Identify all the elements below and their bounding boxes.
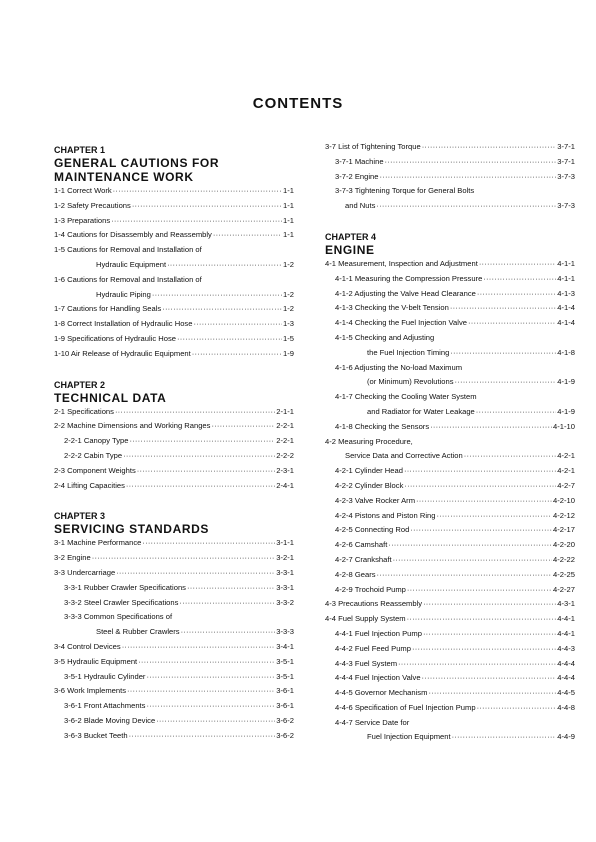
toc-entry: [325, 597, 575, 612]
dot-leader: [116, 566, 275, 581]
dot-leader: [468, 316, 556, 331]
toc-entry-page: 3-3-3: [276, 627, 294, 637]
toc-entry: [325, 730, 575, 745]
toc-entry-page: 3-7-3: [557, 171, 575, 181]
toc-right-column: [325, 140, 575, 745]
toc-entry-page: 4-4-1: [557, 628, 575, 638]
toc-entry-title: 3-6-3 Bucket Teeth: [64, 730, 128, 740]
dot-leader: [428, 686, 556, 701]
dot-leader: [167, 258, 282, 273]
toc-entry-page: 3-2-1: [276, 553, 294, 563]
toc-entry-title: 3-2 Engine: [54, 553, 91, 563]
toc-entry: [54, 625, 294, 640]
toc-entry-title: 1-2 Safety Precautions: [54, 200, 131, 210]
toc-entry-title: 4-4-2 Fuel Feed Pump: [335, 643, 411, 653]
toc-entry-page: 4-1-1: [557, 273, 575, 283]
toc-entry: [325, 479, 575, 494]
toc-entry: [325, 642, 575, 657]
toc-entry-title: 4-4 Fuel Supply System: [325, 614, 406, 624]
toc-entry-title: 2-2 Machine Dimensions and Working Ranges: [54, 421, 211, 431]
toc-entry-title: 4-4-3 Fuel System: [335, 658, 398, 668]
toc-entry: [325, 612, 575, 627]
toc-entry-title: 2-2-1 Canopy Type: [64, 436, 129, 446]
dot-leader: [423, 597, 556, 612]
dot-leader: [123, 449, 275, 464]
toc-entry: [54, 551, 294, 566]
toc-entry-page: 2-1-1: [276, 406, 294, 416]
dot-leader: [92, 551, 276, 566]
toc-entry: [54, 699, 294, 714]
toc-entry-title: Fuel Injection Equipment: [367, 732, 451, 742]
toc-entry-page: 2-2-2: [276, 450, 294, 460]
toc-entry-page: 4-1-4: [557, 303, 575, 313]
toc-entry: [325, 494, 575, 509]
dot-leader: [146, 670, 275, 685]
dot-leader: [407, 612, 557, 627]
dot-leader: [156, 714, 275, 729]
dot-leader: [162, 302, 282, 317]
dot-leader: [137, 464, 276, 479]
toc-entry-page: 1-3: [283, 319, 294, 329]
dot-leader: [152, 288, 282, 303]
toc-entry-title: 3-5 Hydraulic Equipment: [54, 656, 138, 666]
toc-entry-page: 1-9: [283, 348, 294, 358]
toc-entry-page: 1-5: [283, 333, 294, 343]
toc-entry-title: 1-10 Air Release of Hydraulic Equipment: [54, 348, 191, 358]
toc-entry-title: Service Data and Corrective Action: [345, 451, 463, 461]
toc-entry: [325, 686, 575, 701]
dot-leader: [177, 332, 282, 347]
toc-entry-page: 1-2: [283, 259, 294, 269]
toc-entry: [325, 464, 575, 479]
toc-entry: [325, 272, 575, 287]
toc-entry-title: 4-3 Precautions Reassembly: [325, 599, 423, 609]
dot-leader: [476, 405, 556, 420]
toc-entry: [54, 302, 294, 317]
toc-entry-title: 4-1-8 Checking the Sensors: [335, 421, 430, 431]
toc-entry-page: 3-7-1: [557, 142, 575, 151]
toc-entry-page: 4-1-4: [557, 318, 575, 328]
dot-leader: [129, 729, 276, 744]
dot-leader: [412, 642, 556, 657]
toc-entry-title: 1-9 Specifications of Hydraulic Hose: [54, 333, 176, 343]
toc-entry-title: 4-2-9 Trochoid Pump: [335, 584, 406, 594]
toc-entry-page: 3-6-2: [276, 730, 294, 740]
toc-entry: [54, 214, 294, 229]
dot-leader: [377, 568, 553, 583]
toc-entry-page: 3-3-2: [276, 597, 294, 607]
toc-entry-page: 4-1-8: [557, 347, 575, 357]
dot-leader: [179, 596, 275, 611]
toc-entry-title: 2-4 Lifting Capacities: [54, 480, 125, 490]
dot-leader: [376, 199, 556, 214]
toc-entry: [325, 257, 575, 272]
toc-entry-page: 4-2-1: [557, 451, 575, 461]
chapter-title: TECHNICAL DATA: [54, 390, 167, 405]
toc-entry-title: 3-3 Undercarriage: [54, 567, 116, 577]
chapter-title: MAINTENANCE WORK: [54, 170, 194, 184]
dot-leader: [393, 553, 552, 568]
toc-entry-heading: 4-4-7 Service Date for: [335, 717, 410, 727]
toc-entry: [325, 155, 575, 170]
toc-entry-title: 4-1-2 Adjusting the Valve Head Clearance: [335, 288, 476, 298]
toc-entry-page: 4-2-27: [553, 584, 575, 594]
dot-leader: [477, 287, 556, 302]
toc-left-column: [54, 140, 294, 744]
chapter-title: GENERAL CAUTIONS FOR: [54, 156, 220, 170]
toc-entry: [325, 509, 575, 524]
dot-leader: [138, 655, 275, 670]
dot-leader: [423, 627, 556, 642]
toc-entry: [54, 288, 294, 303]
toc-entry: [325, 553, 575, 568]
toc-entry: [54, 347, 294, 362]
chapter-label: CHAPTER 2: [54, 379, 106, 390]
dot-leader: [146, 699, 275, 714]
dot-leader: [452, 730, 557, 745]
toc-entry: [54, 464, 294, 479]
toc-entry: [54, 729, 294, 744]
toc-entry-title: 3-4 Control Devices: [54, 641, 121, 651]
toc-entry: [54, 434, 294, 449]
toc-entry-page: 4-4-9: [557, 732, 575, 742]
toc-entry: [325, 523, 575, 538]
dot-leader: [213, 228, 282, 243]
toc-entry-title: 4-1-1 Measuring the Compression Pressure: [335, 273, 483, 283]
toc-entry-title: 3-7 List of Tightening Torque: [325, 142, 421, 151]
toc-entry-page: 3-6-1: [276, 701, 294, 711]
toc-entry: [325, 199, 575, 214]
toc-entry-page: 4-4-5: [557, 688, 575, 698]
toc-entry-page: 4-4-4: [557, 673, 575, 683]
dot-leader: [407, 583, 552, 598]
toc-entry: [325, 405, 575, 420]
toc-entry-heading: 4-2 Measuring Procedure,: [325, 436, 413, 446]
dot-leader: [385, 155, 557, 170]
toc-entry-title: 1-8 Correct Installation of Hydraulic Hose: [54, 319, 193, 329]
toc-entry: [54, 258, 294, 273]
dot-leader: [483, 272, 556, 287]
toc-entry: [54, 581, 294, 596]
toc-entry-page: 3-1-1: [276, 538, 294, 548]
toc-entry-heading: 1-5 Cautions for Removal and Installation of: [54, 245, 202, 255]
toc-entry-title: 4-2-7 Crankshaft: [335, 554, 392, 564]
toc-entry: [54, 655, 294, 670]
toc-entry-heading: 3-3-3 Common Specifications of: [64, 612, 173, 622]
toc-entry: [325, 375, 575, 390]
toc-entry-page: 4-4-1: [557, 614, 575, 624]
toc-entry-page: 2-4-1: [276, 480, 294, 490]
toc-entry-page: 3-3-1: [276, 567, 294, 577]
dot-leader: [416, 494, 552, 509]
dot-leader: [379, 170, 556, 185]
toc-entry-page: 4-3-1: [557, 599, 575, 609]
toc-entry: [325, 657, 575, 672]
toc-entry-page: 4-2-10: [553, 495, 575, 505]
toc-entry-title: 3-6 Work Implements: [54, 686, 127, 696]
dot-leader: [450, 301, 556, 316]
dot-leader: [404, 464, 556, 479]
dot-leader: [113, 184, 282, 199]
toc-entry: [325, 568, 575, 583]
toc-entry-title: 4-2-3 Valve Rocker Arm: [335, 495, 416, 505]
toc-entry: [54, 714, 294, 729]
toc-entry: [54, 684, 294, 699]
toc-entry: [325, 627, 575, 642]
dot-leader: [422, 671, 557, 686]
dot-leader: [127, 684, 275, 699]
toc-entry: [325, 449, 575, 464]
toc-entry: [325, 170, 575, 185]
toc-entry-heading: 4-1-5 Checking and Adjusting: [335, 332, 435, 342]
toc-entry-title: 4-4-1 Fuel Injection Pump: [335, 628, 422, 638]
toc-entry-title: 1-7 Cautions for Handling Seals: [54, 304, 162, 314]
toc-entry-title: 3-7-1 Machine: [335, 156, 384, 166]
toc-entry: [325, 583, 575, 598]
toc-entry-title: 3-6-1 Front Attachments: [64, 701, 146, 711]
toc-entry-title: 4-1-4 Checking the Fuel Injection Valve: [335, 318, 467, 328]
toc-entry-title: 4-4-5 Governor Mechanism: [335, 688, 428, 698]
toc-entry-page: 4-1-9: [557, 377, 575, 387]
toc-entry-title: and Nuts: [345, 201, 376, 211]
toc-entry-page: 1-2: [283, 304, 294, 314]
toc-entry-page: 3-3-1: [276, 582, 294, 592]
toc-entry-title: 4-4-4 Fuel Injection Valve: [335, 673, 421, 683]
toc-entry: [325, 346, 575, 361]
toc-entry-title: 4-2-8 Gears: [335, 569, 376, 579]
toc-entry-title: 3-7-2 Engine: [335, 171, 379, 181]
toc-entry-page: 4-2-7: [557, 480, 575, 490]
chapter-label: CHAPTER 1: [54, 145, 106, 155]
toc-entry-title: (or Minimum) Revolutions: [367, 377, 454, 387]
toc-entry: [325, 701, 575, 716]
toc-entry-page: 4-1-3: [557, 288, 575, 298]
toc-entry-page: 4-1-10: [553, 421, 575, 431]
dot-leader: [115, 405, 275, 420]
dot-leader: [187, 581, 275, 596]
toc-entry: [54, 566, 294, 581]
toc-entry-page: 3-5-1: [276, 656, 294, 666]
toc-entry-page: 2-3-1: [276, 465, 294, 475]
toc-entry: [54, 419, 294, 434]
toc-entry: [54, 332, 294, 347]
toc-entry-title: the Fuel Injection Timing: [367, 347, 450, 357]
toc-entry-title: 4-2-5 Connecting Rod: [335, 525, 410, 535]
dot-leader: [181, 625, 276, 640]
dot-leader: [211, 419, 275, 434]
toc-entry: [54, 670, 294, 685]
toc-entry-page: 3-6-2: [276, 715, 294, 725]
toc-entry-title: 4-4-6 Specification of Fuel Injection Pump: [335, 702, 476, 712]
toc-entry-title: 1-4 Cautions for Disassembly and Reassembly: [54, 230, 212, 240]
toc-entry: [325, 287, 575, 302]
toc-entry-title: 4-2-6 Camshaft: [335, 540, 388, 550]
dot-leader: [388, 538, 552, 553]
toc-entry: [54, 449, 294, 464]
toc-entry-page: 1-2: [283, 289, 294, 299]
toc-entry: [54, 479, 294, 494]
toc-entry-page: 4-1-1: [557, 258, 575, 268]
toc-entry-title: 3-1 Machine Performance: [54, 538, 142, 548]
toc-entry-heading: 4-1-7 Checking the Cooling Water System: [335, 392, 477, 402]
dot-leader: [422, 140, 557, 155]
dot-leader: [122, 640, 276, 655]
toc-entry-title: Hydraulic Equipment: [96, 259, 167, 269]
toc-entry: [325, 538, 575, 553]
toc-entry: [54, 536, 294, 551]
toc-entry-page: 4-2-20: [553, 540, 575, 550]
toc-entry-title: 3-5-1 Hydraulic Cylinder: [64, 671, 146, 681]
toc-entry: [54, 640, 294, 655]
toc-entry-page: 4-2-1: [557, 466, 575, 476]
toc-entry-page: 4-1-9: [557, 406, 575, 416]
toc-entry-title: 2-1 Specifications: [54, 406, 114, 416]
toc-entry: [54, 199, 294, 214]
toc-entry-page: 3-7-1: [557, 156, 575, 166]
toc-entry: [325, 301, 575, 316]
dot-leader: [111, 214, 282, 229]
chapter-label: CHAPTER 4: [325, 231, 377, 242]
dot-leader: [479, 257, 556, 272]
toc-entry: [325, 140, 575, 155]
toc-entry-title: 3-3-2 Steel Crawler Specifications: [64, 597, 179, 607]
dot-leader: [132, 199, 282, 214]
toc-entry-page: 3-4-1: [276, 641, 294, 651]
dot-leader: [398, 657, 556, 672]
chapter-title: ENGINE: [325, 242, 375, 257]
toc-entry-page: 3-7-3: [557, 201, 575, 211]
toc-entry: [325, 671, 575, 686]
toc-entry-page: 4-2-25: [553, 569, 575, 579]
toc-entry: [54, 228, 294, 243]
dot-leader: [430, 420, 552, 435]
dot-leader: [193, 317, 282, 332]
dot-leader: [129, 434, 275, 449]
dot-leader: [477, 701, 557, 716]
toc-entry-title: 4-1 Measurement, Inspection and Adjustment: [325, 258, 478, 268]
toc-entry-page: 4-2-22: [553, 554, 575, 564]
dot-leader: [455, 375, 557, 390]
dot-leader: [142, 536, 275, 551]
toc-entry: [54, 184, 294, 199]
toc-entry-title: 1-3 Preparations: [54, 215, 111, 225]
toc-entry-title: 4-2-1 Cylinder Head: [335, 466, 403, 476]
toc-entry-title: 3-6-2 Blade Moving Device: [64, 715, 156, 725]
toc-entry-page: 4-2-12: [553, 510, 575, 520]
toc-entry-heading: 4-1-6 Adjusting the No-load Maximum: [335, 362, 463, 372]
toc-entry-title: 4-1-3 Checking the V-belt Tension: [335, 303, 449, 313]
dot-leader: [192, 347, 282, 362]
chapter-title: SERVICING STANDARDS: [54, 522, 209, 537]
toc-entry: [54, 596, 294, 611]
dot-leader: [404, 479, 556, 494]
chapter-label: CHAPTER 3: [54, 511, 106, 522]
toc-entry-title: 1-1 Correct Work: [54, 186, 112, 195]
dot-leader: [464, 449, 557, 464]
toc-entry: [54, 405, 294, 420]
toc-entry-heading: 3-7-3 Tightening Torque for General Bolts: [335, 186, 475, 196]
toc-entry-page: 1-1: [283, 186, 294, 195]
toc-entry-title: and Radiator for Water Leakage: [367, 406, 475, 416]
page-title: CONTENTS: [252, 95, 344, 112]
toc-entry: [325, 316, 575, 331]
toc-entry-page: 4-4-8: [557, 702, 575, 712]
toc-entry-page: 1-1: [283, 230, 294, 240]
toc-entry-heading: 1-6 Cautions for Removal and Installation of: [54, 274, 202, 284]
toc-entry-title: Hydraulic Piping: [96, 289, 151, 299]
toc-entry-title: 4-2-4 Pistons and Piston Ring: [335, 510, 436, 520]
toc-entry-title: 4-2-2 Cylinder Block: [335, 480, 404, 490]
toc-entry: [325, 420, 575, 435]
toc-entry-title: 2-2-2 Cabin Type: [64, 450, 123, 460]
dot-leader: [450, 346, 556, 361]
toc-entry-title: 2-3 Component Weights: [54, 465, 136, 475]
dot-leader: [410, 523, 552, 538]
toc-entry-page: 1-1: [283, 200, 294, 210]
toc-entry-title: 3-3-1 Rubber Crawler Specifications: [64, 582, 186, 592]
toc-entry-page: 4-4-4: [557, 658, 575, 668]
toc-entry-page: 1-1: [283, 215, 294, 225]
toc-entry: [54, 317, 294, 332]
dot-leader: [126, 479, 275, 494]
toc-entry-title: Steel & Rubber Crawlers: [96, 627, 180, 637]
dot-leader: [436, 509, 552, 524]
toc-entry-page: 2-2-1: [276, 436, 294, 446]
toc-entry-page: 2-2-1: [276, 421, 294, 431]
toc-entry-page: 3-5-1: [276, 671, 294, 681]
toc-entry-page: 4-2-17: [553, 525, 575, 535]
toc-entry-page: 4-4-3: [557, 643, 575, 653]
toc-entry-page: 3-6-1: [276, 686, 294, 696]
